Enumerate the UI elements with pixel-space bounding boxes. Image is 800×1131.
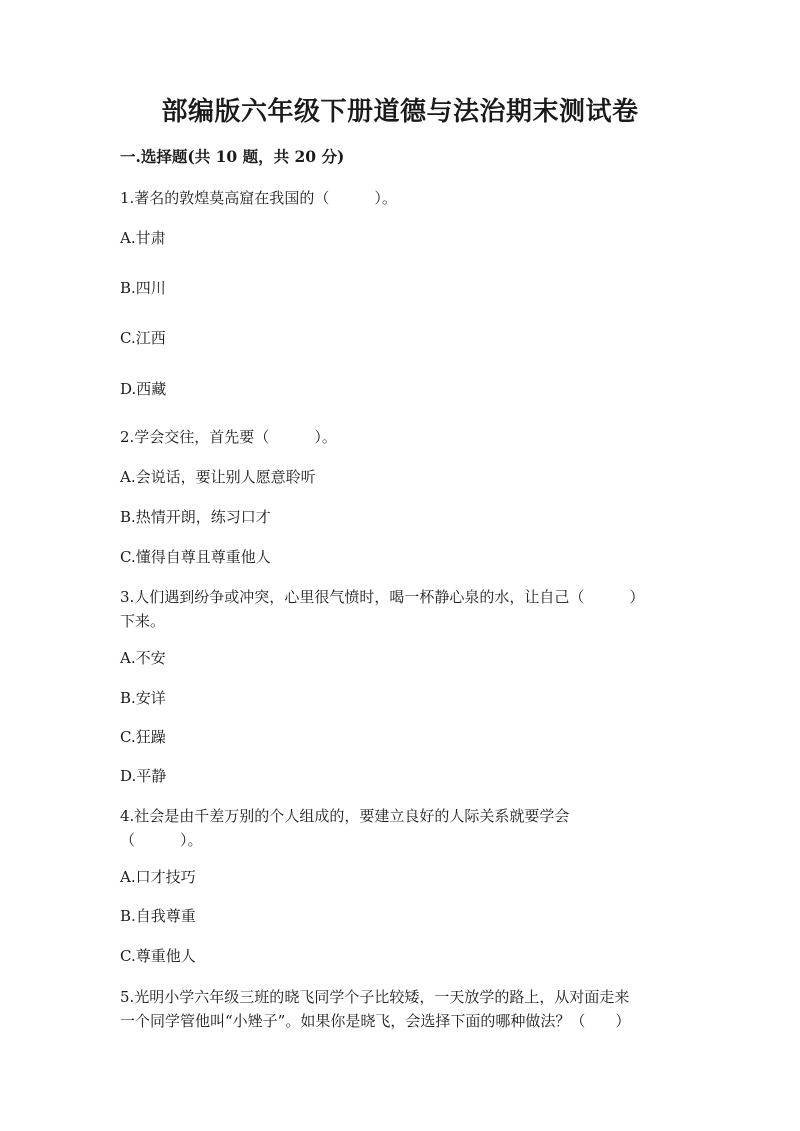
question-1-option-c[interactable]: C.江西 [120, 329, 166, 347]
page-title: 部编版六年级下册道德与法治期末测试卷 [161, 97, 639, 127]
question-4-stem-line-2: （ ）。 [120, 831, 203, 849]
question-2-option-a[interactable]: A.会说话，要让别人愿意聆听 [120, 468, 316, 486]
question-3-stem-line-1: 3.人们遇到纷争或冲突，心里很气愤时，喝一杯静心泉的水，让自己（ ） [120, 588, 645, 606]
question-4-stem [120, 804, 680, 852]
question-3-option-b[interactable]: B.安详 [120, 689, 166, 707]
question-2-stem: 2.学会交往，首先要（ ）。 [120, 428, 337, 446]
question-3-stem [120, 585, 680, 633]
question-1-option-a[interactable]: A.甘肃 [120, 229, 166, 247]
question-1-stem: 1.著名的敦煌莫高窟在我国的（ ）。 [120, 189, 397, 207]
question-4-option-c[interactable]: C.尊重他人 [120, 947, 196, 965]
question-4-option-a[interactable]: A.口才技巧 [120, 868, 196, 886]
question-3-option-c[interactable]: C.狂躁 [120, 728, 166, 746]
question-3-option-a[interactable]: A.不安 [120, 649, 166, 667]
question-5-stem-line-2: 一个同学管他叫“小矬子”。如果你是晓飞，会选择下面的哪种做法？（ ） [120, 1012, 631, 1030]
section-heading: 一.选择题(共 10 题，共 20 分) [120, 147, 345, 166]
question-4-stem-line-1: 4.社会是由千差万别的个人组成的，要建立良好的人际关系就要学会 [120, 807, 570, 825]
question-4-option-b[interactable]: B.自我尊重 [120, 907, 196, 925]
question-2-option-b[interactable]: B.热情开朗，练习口才 [120, 508, 271, 526]
question-2-option-c[interactable]: C.懂得自尊且尊重他人 [120, 548, 271, 566]
question-3-option-d[interactable]: D.平静 [120, 767, 167, 785]
question-3-stem-line-2: 下来。 [120, 612, 166, 630]
question-1-option-d[interactable]: D.西藏 [120, 380, 167, 398]
question-1-option-b[interactable]: B.四川 [120, 279, 166, 297]
question-5-stem [120, 985, 680, 1033]
question-5-stem-line-1: 5.光明小学六年级三班的晓飞同学个子比较矮，一天放学的路上，从对面走来 [120, 988, 630, 1006]
